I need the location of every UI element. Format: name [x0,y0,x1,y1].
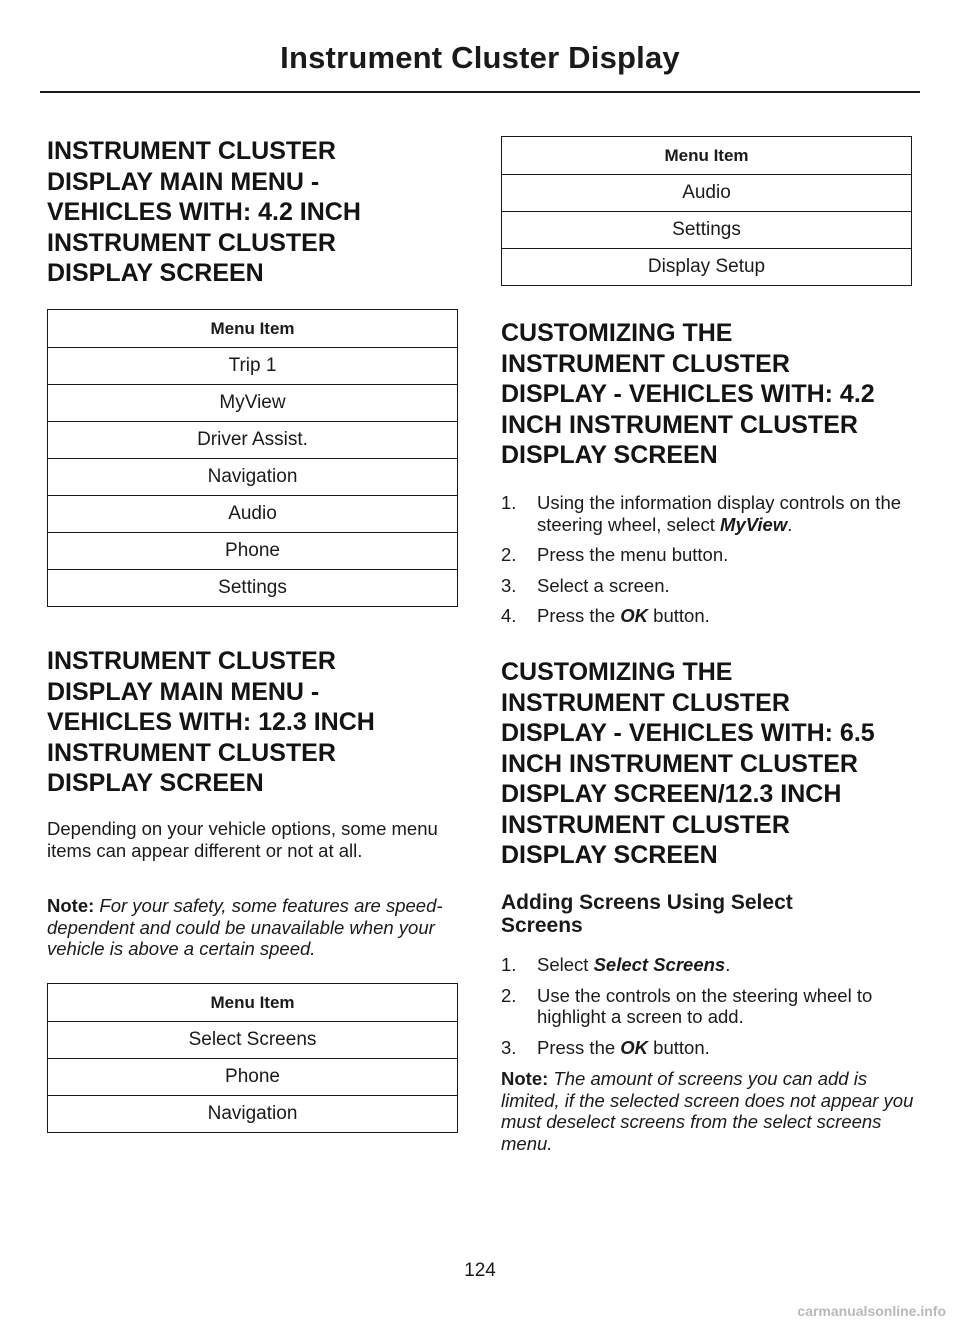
heading-line: DISPLAY SCREEN [47,769,264,797]
heading-line: VEHICLES WITH: 12.3 INCH [47,708,375,736]
note-text: The amount of screens you can add is limited, if the selected screen does not appear you must deselect screens from the select screens menu. [501,1068,914,1154]
note-label: Note: [501,1068,549,1089]
heading-line: INSTRUMENT CLUSTER [501,349,790,378]
table-row: Settings [48,570,458,607]
table-row: Select Screens [48,1022,458,1059]
step-emphasis: OK [620,1036,649,1058]
heading-line: DISPLAY - VEHICLES WITH: 4.2 [501,380,875,408]
table-row: Phone [48,533,458,570]
section-heading-customizing-4-2 [501,318,921,471]
step-text: Using the information display controls on the steering wheel, select [537,492,902,535]
table-row: Settings [502,212,912,249]
table-row: Driver Assist. [48,422,458,459]
list-item [501,954,915,976]
page-number: 124 [464,1260,496,1281]
heading-line: DISPLAY SCREEN [47,259,264,287]
step-text-end: button. [648,605,710,626]
heading-line: INSTRUMENT CLUSTER [47,137,336,165]
steps-list-4-2 [501,492,915,636]
table-row: Audio [48,496,458,533]
step-text-end: . [725,954,731,975]
step-text-end: . [787,513,793,535]
list-item [501,605,915,627]
menu-table-12-3-continued [501,136,912,286]
heading-line: VEHICLES WITH: 4.2 INCH [47,198,361,226]
step-number: 3. [501,1036,517,1058]
steps-list-select-screens [501,954,915,1067]
note-text: For your safety, some features are speed-dependent and could be unavailable when your vehicle is above a certain speed. [47,895,443,959]
heading-line: DISPLAY SCREEN/12.3 INCH [501,780,842,808]
list-item [501,544,915,566]
heading-line: DISPLAY SCREEN [501,441,718,469]
step-number: 4. [501,605,517,626]
heading-line: INCH INSTRUMENT CLUSTER [501,410,858,439]
heading-line: INSTRUMENT CLUSTER [47,738,336,767]
section-heading-12-3-main-menu [47,646,467,799]
section-heading-4-2-main-menu [47,136,467,289]
table-row: Navigation [48,1096,458,1133]
heading-line: DISPLAY MAIN MENU - [47,677,320,706]
body-paragraph: Depending on your vehicle options, some menu items can appear different or not at all. [47,818,438,861]
step-text: Use the controls on the steering wheel to highlight a screen to add. [537,984,873,1027]
step-emphasis: MyView [720,513,788,535]
table-row: Phone [48,1059,458,1096]
heading-line: DISPLAY SCREEN [501,841,718,869]
table-row: Navigation [48,459,458,496]
step-text: Press the menu button. [537,544,729,565]
heading-line: CUSTOMIZING THE [501,319,733,347]
heading-line: CUSTOMIZING THE [501,658,733,686]
menu-table-12-3 [47,983,458,1133]
step-number: 2. [501,984,517,1006]
table-row: Trip 1 [48,348,458,385]
step-text: Select a screen. [537,574,670,596]
step-emphasis: OK [620,605,649,626]
table-row: MyView [48,385,458,422]
watermark-text: carmanualsonline.info [797,1303,946,1319]
step-number: 1. [501,954,517,975]
step-number: 2. [501,544,517,565]
heading-line: INSTRUMENT CLUSTER [47,647,336,675]
heading-line: Screens [501,914,583,937]
step-text-end: button. [648,1036,710,1058]
table-row: Display Setup [502,249,912,286]
list-item [501,492,915,535]
heading-line: INCH INSTRUMENT CLUSTER [501,749,858,778]
table-header: Menu Item [502,137,912,175]
heading-line: DISPLAY MAIN MENU - [47,167,320,196]
heading-line: DISPLAY - VEHICLES WITH: 6.5 [501,719,875,747]
heading-line: INSTRUMENT CLUSTER [501,810,790,839]
list-item [501,575,915,597]
note-label: Note: [47,895,95,916]
step-number: 1. [501,492,517,513]
heading-line: Adding Screens Using Select [501,891,793,914]
list-item [501,1037,915,1059]
list-item [501,985,915,1028]
menu-table-4-2 [47,309,458,607]
table-header: Menu Item [48,984,458,1022]
table-row: Audio [502,175,912,212]
step-text: Select [537,954,594,975]
page-title: Instrument Cluster Display [280,40,680,75]
heading-line: INSTRUMENT CLUSTER [501,688,790,717]
step-text: Press the [537,1036,621,1058]
header-divider [40,91,920,93]
step-emphasis: Select Screens [593,954,726,975]
step-number: 3. [501,574,517,596]
subsection-heading [501,891,921,937]
screens-limit-note [501,1068,915,1154]
heading-line: INSTRUMENT CLUSTER [47,228,336,257]
safety-note [47,895,462,960]
table-header: Menu Item [48,310,458,348]
section-heading-customizing-6-5 [501,657,921,871]
step-text: Press the [537,605,621,626]
